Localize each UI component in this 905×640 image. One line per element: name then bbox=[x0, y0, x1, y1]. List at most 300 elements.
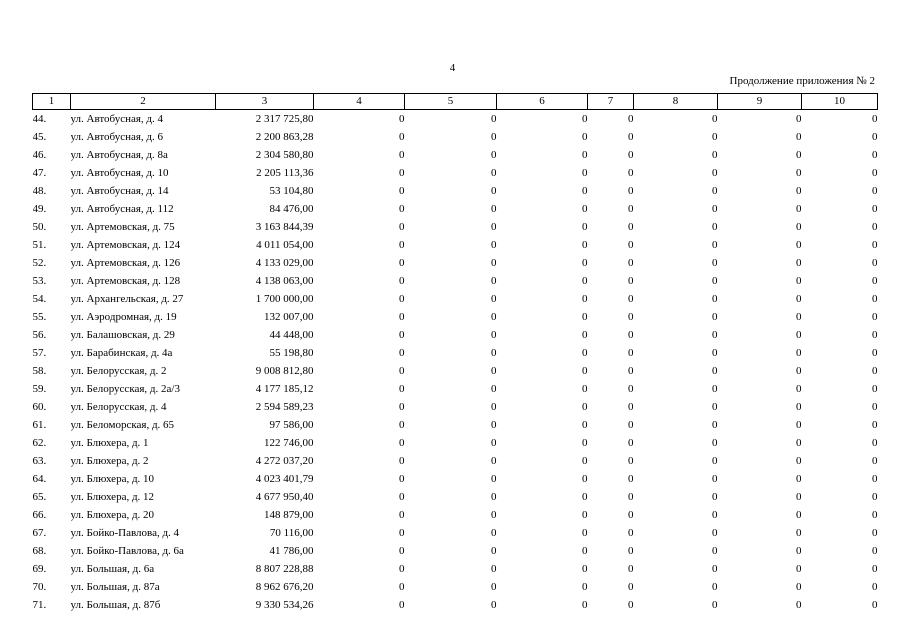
row-value-col-6: 0 bbox=[582, 113, 588, 125]
row-address: ул. Автобусная, д. 8а bbox=[70, 149, 168, 161]
column-header: 6 bbox=[497, 94, 588, 110]
row-value-col-6: 0 bbox=[582, 365, 588, 377]
table-row bbox=[33, 218, 878, 236]
row-value-col-10: 0 bbox=[872, 257, 878, 269]
row-value-col-5: 0 bbox=[491, 293, 497, 305]
row-address: ул. Блюхера, д. 10 bbox=[70, 473, 155, 485]
row-value-col-8: 0 bbox=[712, 401, 718, 413]
row-value-col-6: 0 bbox=[582, 167, 588, 179]
row-value-col-8: 0 bbox=[712, 257, 718, 269]
row-number: 53. bbox=[32, 275, 47, 287]
row-amount: 53 104,80 bbox=[269, 185, 314, 197]
row-address: ул. Автобусная, д. 14 bbox=[70, 185, 169, 197]
column-number-row bbox=[33, 94, 878, 110]
row-value-col-5: 0 bbox=[491, 149, 497, 161]
row-value-col-8: 0 bbox=[712, 293, 718, 305]
row-value-col-8: 0 bbox=[712, 239, 718, 251]
row-value-col-9: 0 bbox=[796, 563, 802, 575]
row-address: ул. Автобусная, д. 112 bbox=[70, 203, 174, 215]
row-value-col-5: 0 bbox=[491, 491, 497, 503]
table-row bbox=[33, 542, 878, 560]
row-value-col-6: 0 bbox=[582, 383, 588, 395]
column-header: 4 bbox=[314, 94, 405, 110]
row-value-col-7: 0 bbox=[628, 221, 634, 233]
row-value-col-9: 0 bbox=[796, 383, 802, 395]
row-value-col-8: 0 bbox=[712, 473, 718, 485]
row-value-col-5: 0 bbox=[491, 509, 497, 521]
row-amount: 97 586,00 bbox=[269, 419, 314, 431]
row-address: ул. Бойко-Павлова, д. 6а bbox=[70, 545, 184, 557]
row-value-col-10: 0 bbox=[872, 275, 878, 287]
table-row bbox=[33, 164, 878, 182]
row-value-col-4: 0 bbox=[399, 599, 405, 611]
row-value-col-8: 0 bbox=[712, 383, 718, 395]
row-value-col-9: 0 bbox=[796, 311, 802, 323]
row-value-col-8: 0 bbox=[712, 275, 718, 287]
row-value-col-5: 0 bbox=[491, 329, 497, 341]
data-table bbox=[32, 93, 878, 614]
row-value-col-10: 0 bbox=[872, 545, 878, 557]
row-value-col-10: 0 bbox=[872, 131, 878, 143]
row-address: ул. Автобусная, д. 10 bbox=[70, 167, 169, 179]
column-header: 5 bbox=[405, 94, 497, 110]
row-value-col-6: 0 bbox=[582, 527, 588, 539]
table-row bbox=[33, 272, 878, 290]
row-value-col-8: 0 bbox=[712, 347, 718, 359]
row-value-col-10: 0 bbox=[872, 527, 878, 539]
column-header: 9 bbox=[718, 94, 802, 110]
table-row bbox=[33, 452, 878, 470]
row-value-col-8: 0 bbox=[712, 365, 718, 377]
table-row bbox=[33, 578, 878, 596]
row-address: ул. Артемовская, д. 124 bbox=[70, 239, 181, 251]
row-number: 54. bbox=[32, 293, 47, 305]
row-number: 71. bbox=[32, 599, 47, 611]
row-value-col-10: 0 bbox=[872, 509, 878, 521]
row-value-col-4: 0 bbox=[399, 365, 405, 377]
column-header: 7 bbox=[588, 94, 634, 110]
row-value-col-4: 0 bbox=[399, 437, 405, 449]
row-number: 63. bbox=[32, 455, 47, 467]
row-value-col-6: 0 bbox=[582, 329, 588, 341]
table-row bbox=[33, 434, 878, 452]
row-amount: 3 163 844,39 bbox=[255, 221, 314, 233]
row-value-col-4: 0 bbox=[399, 455, 405, 467]
table-row bbox=[33, 470, 878, 488]
row-value-col-8: 0 bbox=[712, 203, 718, 215]
column-header: 2 bbox=[71, 94, 216, 110]
row-value-col-7: 0 bbox=[628, 455, 634, 467]
row-value-col-9: 0 bbox=[796, 293, 802, 305]
row-value-col-4: 0 bbox=[399, 491, 405, 503]
row-address: ул. Большая, д. 6а bbox=[70, 563, 155, 575]
row-value-col-7: 0 bbox=[628, 473, 634, 485]
row-address: ул. Большая, д. 87а bbox=[70, 581, 160, 593]
row-value-col-6: 0 bbox=[582, 491, 588, 503]
row-amount: 148 879,00 bbox=[264, 509, 314, 521]
row-number: 67. bbox=[32, 527, 47, 539]
row-value-col-4: 0 bbox=[399, 401, 405, 413]
row-value-col-8: 0 bbox=[712, 311, 718, 323]
table-row bbox=[33, 254, 878, 272]
row-value-col-4: 0 bbox=[399, 527, 405, 539]
row-amount: 4 011 054,00 bbox=[256, 239, 314, 251]
row-number: 49. bbox=[32, 203, 47, 215]
column-header: 3 bbox=[216, 94, 314, 110]
row-value-col-7: 0 bbox=[628, 239, 634, 251]
row-amount: 4 023 401,79 bbox=[255, 473, 314, 485]
row-value-col-10: 0 bbox=[872, 473, 878, 485]
row-value-col-10: 0 bbox=[872, 491, 878, 503]
row-value-col-4: 0 bbox=[399, 257, 405, 269]
row-value-col-7: 0 bbox=[628, 203, 634, 215]
row-value-col-9: 0 bbox=[796, 365, 802, 377]
row-value-col-10: 0 bbox=[872, 293, 878, 305]
row-value-col-9: 0 bbox=[796, 167, 802, 179]
table-row bbox=[33, 200, 878, 218]
row-value-col-7: 0 bbox=[628, 563, 634, 575]
row-value-col-8: 0 bbox=[712, 113, 718, 125]
row-value-col-9: 0 bbox=[796, 239, 802, 251]
row-amount: 8 962 676,20 bbox=[255, 581, 314, 593]
row-value-col-9: 0 bbox=[796, 275, 802, 287]
row-value-col-6: 0 bbox=[582, 473, 588, 485]
table-row bbox=[33, 416, 878, 434]
table-row bbox=[33, 488, 878, 506]
row-value-col-8: 0 bbox=[712, 455, 718, 467]
row-value-col-6: 0 bbox=[582, 293, 588, 305]
row-address: ул. Артемовская, д. 75 bbox=[70, 221, 175, 233]
row-address: ул. Белорусская, д. 4 bbox=[70, 401, 167, 413]
row-address: ул. Блюхера, д. 12 bbox=[70, 491, 155, 503]
row-address: ул. Беломорская, д. 65 bbox=[70, 419, 175, 431]
table-body bbox=[33, 110, 878, 615]
row-amount: 122 746,00 bbox=[264, 437, 314, 449]
row-amount: 4 177 185,12 bbox=[255, 383, 314, 395]
table-row bbox=[33, 236, 878, 254]
row-value-col-8: 0 bbox=[712, 437, 718, 449]
row-value-col-7: 0 bbox=[628, 383, 634, 395]
row-value-col-9: 0 bbox=[796, 203, 802, 215]
table-row bbox=[33, 182, 878, 200]
row-number: 45. bbox=[32, 131, 47, 143]
row-address: ул. Автобусная, д. 6 bbox=[70, 131, 164, 143]
row-value-col-10: 0 bbox=[872, 311, 878, 323]
row-amount: 2 200 863,28 bbox=[255, 131, 314, 143]
row-address: ул. Блюхера, д. 20 bbox=[70, 509, 155, 521]
row-value-col-4: 0 bbox=[399, 329, 405, 341]
row-value-col-5: 0 bbox=[491, 203, 497, 215]
row-value-col-9: 0 bbox=[796, 437, 802, 449]
row-value-col-9: 0 bbox=[796, 455, 802, 467]
row-value-col-7: 0 bbox=[628, 167, 634, 179]
row-value-col-5: 0 bbox=[491, 437, 497, 449]
row-value-col-7: 0 bbox=[628, 437, 634, 449]
row-value-col-9: 0 bbox=[796, 527, 802, 539]
column-header: 10 bbox=[802, 94, 878, 110]
row-value-col-9: 0 bbox=[796, 347, 802, 359]
row-value-col-5: 0 bbox=[491, 401, 497, 413]
row-value-col-5: 0 bbox=[491, 527, 497, 539]
row-value-col-4: 0 bbox=[399, 131, 405, 143]
row-value-col-5: 0 bbox=[491, 275, 497, 287]
row-value-col-10: 0 bbox=[872, 455, 878, 467]
table-row bbox=[33, 506, 878, 524]
row-value-col-4: 0 bbox=[399, 311, 405, 323]
row-number: 70. bbox=[32, 581, 47, 593]
row-value-col-5: 0 bbox=[491, 131, 497, 143]
row-value-col-9: 0 bbox=[796, 491, 802, 503]
row-value-col-4: 0 bbox=[399, 167, 405, 179]
row-value-col-9: 0 bbox=[796, 599, 802, 611]
row-value-col-5: 0 bbox=[491, 257, 497, 269]
row-value-col-6: 0 bbox=[582, 239, 588, 251]
row-value-col-6: 0 bbox=[582, 545, 588, 557]
table-row bbox=[33, 128, 878, 146]
row-value-col-6: 0 bbox=[582, 185, 588, 197]
table-row bbox=[33, 380, 878, 398]
row-value-col-9: 0 bbox=[796, 185, 802, 197]
page-number: 4 bbox=[449, 62, 456, 74]
row-value-col-4: 0 bbox=[399, 473, 405, 485]
row-value-col-5: 0 bbox=[491, 599, 497, 611]
row-amount: 4 133 029,00 bbox=[255, 257, 314, 269]
row-value-col-9: 0 bbox=[796, 581, 802, 593]
row-value-col-4: 0 bbox=[399, 293, 405, 305]
row-amount: 4 677 950,40 bbox=[255, 491, 314, 503]
column-header: 8 bbox=[634, 94, 718, 110]
row-amount: 44 448,00 bbox=[269, 329, 314, 341]
row-amount: 2 594 589,23 bbox=[255, 401, 314, 413]
row-address: ул. Бойко-Павлова, д. 4 bbox=[70, 527, 180, 539]
table-row bbox=[33, 146, 878, 164]
row-value-col-10: 0 bbox=[872, 365, 878, 377]
row-value-col-9: 0 bbox=[796, 113, 802, 125]
continuation-label: Продолжение приложения № 2 bbox=[729, 75, 875, 87]
row-number: 62. bbox=[32, 437, 47, 449]
row-value-col-6: 0 bbox=[582, 149, 588, 161]
row-value-col-4: 0 bbox=[399, 563, 405, 575]
row-address: ул. Большая, д. 87б bbox=[70, 599, 161, 611]
row-amount: 9 008 812,80 bbox=[255, 365, 314, 377]
row-value-col-7: 0 bbox=[628, 131, 634, 143]
row-value-col-8: 0 bbox=[712, 563, 718, 575]
row-address: ул. Блюхера, д. 2 bbox=[70, 455, 149, 467]
row-value-col-10: 0 bbox=[872, 437, 878, 449]
row-value-col-5: 0 bbox=[491, 221, 497, 233]
table-row bbox=[33, 398, 878, 416]
row-address: ул. Белорусская, д. 2 bbox=[70, 365, 167, 377]
row-value-col-6: 0 bbox=[582, 581, 588, 593]
row-value-col-10: 0 bbox=[872, 239, 878, 251]
row-value-col-5: 0 bbox=[491, 455, 497, 467]
row-value-col-5: 0 bbox=[491, 311, 497, 323]
row-value-col-7: 0 bbox=[628, 257, 634, 269]
row-value-col-7: 0 bbox=[628, 293, 634, 305]
row-value-col-8: 0 bbox=[712, 221, 718, 233]
row-value-col-8: 0 bbox=[712, 167, 718, 179]
table-row bbox=[33, 290, 878, 308]
row-value-col-7: 0 bbox=[628, 581, 634, 593]
row-value-col-10: 0 bbox=[872, 563, 878, 575]
row-value-col-6: 0 bbox=[582, 437, 588, 449]
row-amount: 84 476,00 bbox=[269, 203, 314, 215]
row-value-col-9: 0 bbox=[796, 401, 802, 413]
row-value-col-8: 0 bbox=[712, 545, 718, 557]
row-number: 66. bbox=[32, 509, 47, 521]
row-value-col-6: 0 bbox=[582, 599, 588, 611]
row-value-col-4: 0 bbox=[399, 149, 405, 161]
row-amount: 9 330 534,26 bbox=[255, 599, 314, 611]
row-value-col-9: 0 bbox=[796, 329, 802, 341]
row-value-col-5: 0 bbox=[491, 419, 497, 431]
row-value-col-6: 0 bbox=[582, 257, 588, 269]
row-number: 68. bbox=[32, 545, 47, 557]
row-address: ул. Блюхера, д. 1 bbox=[70, 437, 149, 449]
row-number: 51. bbox=[32, 239, 47, 251]
row-amount: 2 317 725,80 bbox=[255, 113, 314, 125]
row-address: ул. Артемовская, д. 126 bbox=[70, 257, 181, 269]
row-number: 58. bbox=[32, 365, 47, 377]
row-value-col-6: 0 bbox=[582, 419, 588, 431]
row-value-col-4: 0 bbox=[399, 545, 405, 557]
row-number: 47. bbox=[32, 167, 47, 179]
row-value-col-9: 0 bbox=[796, 131, 802, 143]
row-value-col-7: 0 bbox=[628, 329, 634, 341]
row-address: ул. Белорусская, д. 2а/3 bbox=[70, 383, 180, 395]
row-value-col-8: 0 bbox=[712, 419, 718, 431]
row-value-col-8: 0 bbox=[712, 149, 718, 161]
row-number: 69. bbox=[32, 563, 47, 575]
row-value-col-10: 0 bbox=[872, 347, 878, 359]
row-value-col-7: 0 bbox=[628, 149, 634, 161]
row-value-col-5: 0 bbox=[491, 473, 497, 485]
row-number: 50. bbox=[32, 221, 47, 233]
row-address: ул. Барабинская, д. 4а bbox=[70, 347, 173, 359]
row-value-col-5: 0 bbox=[491, 365, 497, 377]
row-value-col-7: 0 bbox=[628, 185, 634, 197]
row-number: 64. bbox=[32, 473, 47, 485]
row-number: 59. bbox=[32, 383, 47, 395]
row-value-col-5: 0 bbox=[491, 581, 497, 593]
row-value-col-10: 0 bbox=[872, 383, 878, 395]
table-row bbox=[33, 110, 878, 129]
row-address: ул. Автобусная, д. 4 bbox=[70, 113, 164, 125]
row-value-col-5: 0 bbox=[491, 545, 497, 557]
row-value-col-4: 0 bbox=[399, 203, 405, 215]
column-header: 1 bbox=[33, 94, 71, 110]
row-value-col-8: 0 bbox=[712, 491, 718, 503]
row-value-col-8: 0 bbox=[712, 509, 718, 521]
row-value-col-10: 0 bbox=[872, 113, 878, 125]
row-value-col-4: 0 bbox=[399, 239, 405, 251]
table-row bbox=[33, 308, 878, 326]
row-value-col-7: 0 bbox=[628, 275, 634, 287]
row-number: 55. bbox=[32, 311, 47, 323]
row-value-col-10: 0 bbox=[872, 203, 878, 215]
row-value-col-5: 0 bbox=[491, 383, 497, 395]
row-value-col-7: 0 bbox=[628, 113, 634, 125]
row-value-col-5: 0 bbox=[491, 239, 497, 251]
row-number: 65. bbox=[32, 491, 47, 503]
row-value-col-4: 0 bbox=[399, 509, 405, 521]
row-number: 60. bbox=[32, 401, 47, 413]
row-value-col-6: 0 bbox=[582, 311, 588, 323]
row-value-col-8: 0 bbox=[712, 329, 718, 341]
row-value-col-5: 0 bbox=[491, 167, 497, 179]
row-value-col-8: 0 bbox=[712, 599, 718, 611]
row-amount: 132 007,00 bbox=[264, 311, 314, 323]
row-value-col-9: 0 bbox=[796, 545, 802, 557]
row-value-col-4: 0 bbox=[399, 383, 405, 395]
row-value-col-7: 0 bbox=[628, 509, 634, 521]
row-value-col-6: 0 bbox=[582, 401, 588, 413]
row-value-col-6: 0 bbox=[582, 221, 588, 233]
row-number: 56. bbox=[32, 329, 47, 341]
table-row bbox=[33, 362, 878, 380]
row-value-col-4: 0 bbox=[399, 113, 405, 125]
row-value-col-9: 0 bbox=[796, 419, 802, 431]
row-address: ул. Балашовская, д. 29 bbox=[70, 329, 175, 341]
row-value-col-10: 0 bbox=[872, 419, 878, 431]
row-value-col-6: 0 bbox=[582, 509, 588, 521]
row-amount: 8 807 228,88 bbox=[255, 563, 314, 575]
row-value-col-6: 0 bbox=[582, 131, 588, 143]
row-value-col-7: 0 bbox=[628, 365, 634, 377]
row-amount: 2 304 580,80 bbox=[255, 149, 314, 161]
row-value-col-7: 0 bbox=[628, 545, 634, 557]
row-value-col-7: 0 bbox=[628, 527, 634, 539]
table-row bbox=[33, 344, 878, 362]
row-amount: 2 205 113,36 bbox=[256, 167, 314, 179]
table-row bbox=[33, 524, 878, 542]
row-value-col-10: 0 bbox=[872, 221, 878, 233]
table-row bbox=[33, 596, 878, 614]
row-value-col-8: 0 bbox=[712, 185, 718, 197]
row-number: 44. bbox=[32, 113, 47, 125]
row-value-col-10: 0 bbox=[872, 185, 878, 197]
row-value-col-8: 0 bbox=[712, 131, 718, 143]
row-value-col-7: 0 bbox=[628, 311, 634, 323]
row-value-col-6: 0 bbox=[582, 563, 588, 575]
row-value-col-4: 0 bbox=[399, 185, 405, 197]
row-value-col-7: 0 bbox=[628, 347, 634, 359]
row-amount: 70 116,00 bbox=[269, 527, 314, 539]
row-address: ул. Аэродромная, д. 19 bbox=[70, 311, 177, 323]
row-value-col-4: 0 bbox=[399, 347, 405, 359]
row-value-col-6: 0 bbox=[582, 347, 588, 359]
row-value-col-4: 0 bbox=[399, 221, 405, 233]
row-value-col-7: 0 bbox=[628, 419, 634, 431]
row-amount: 4 138 063,00 bbox=[255, 275, 314, 287]
row-number: 57. bbox=[32, 347, 47, 359]
row-value-col-8: 0 bbox=[712, 581, 718, 593]
row-value-col-6: 0 bbox=[582, 275, 588, 287]
row-value-col-10: 0 bbox=[872, 329, 878, 341]
row-value-col-9: 0 bbox=[796, 149, 802, 161]
row-value-col-5: 0 bbox=[491, 113, 497, 125]
row-value-col-9: 0 bbox=[796, 473, 802, 485]
row-value-col-5: 0 bbox=[491, 563, 497, 575]
row-value-col-5: 0 bbox=[491, 347, 497, 359]
row-value-col-9: 0 bbox=[796, 257, 802, 269]
row-number: 52. bbox=[32, 257, 47, 269]
row-value-col-6: 0 bbox=[582, 455, 588, 467]
row-amount: 55 198,80 bbox=[269, 347, 314, 359]
row-value-col-4: 0 bbox=[399, 419, 405, 431]
row-value-col-4: 0 bbox=[399, 275, 405, 287]
row-amount: 41 786,00 bbox=[269, 545, 314, 557]
